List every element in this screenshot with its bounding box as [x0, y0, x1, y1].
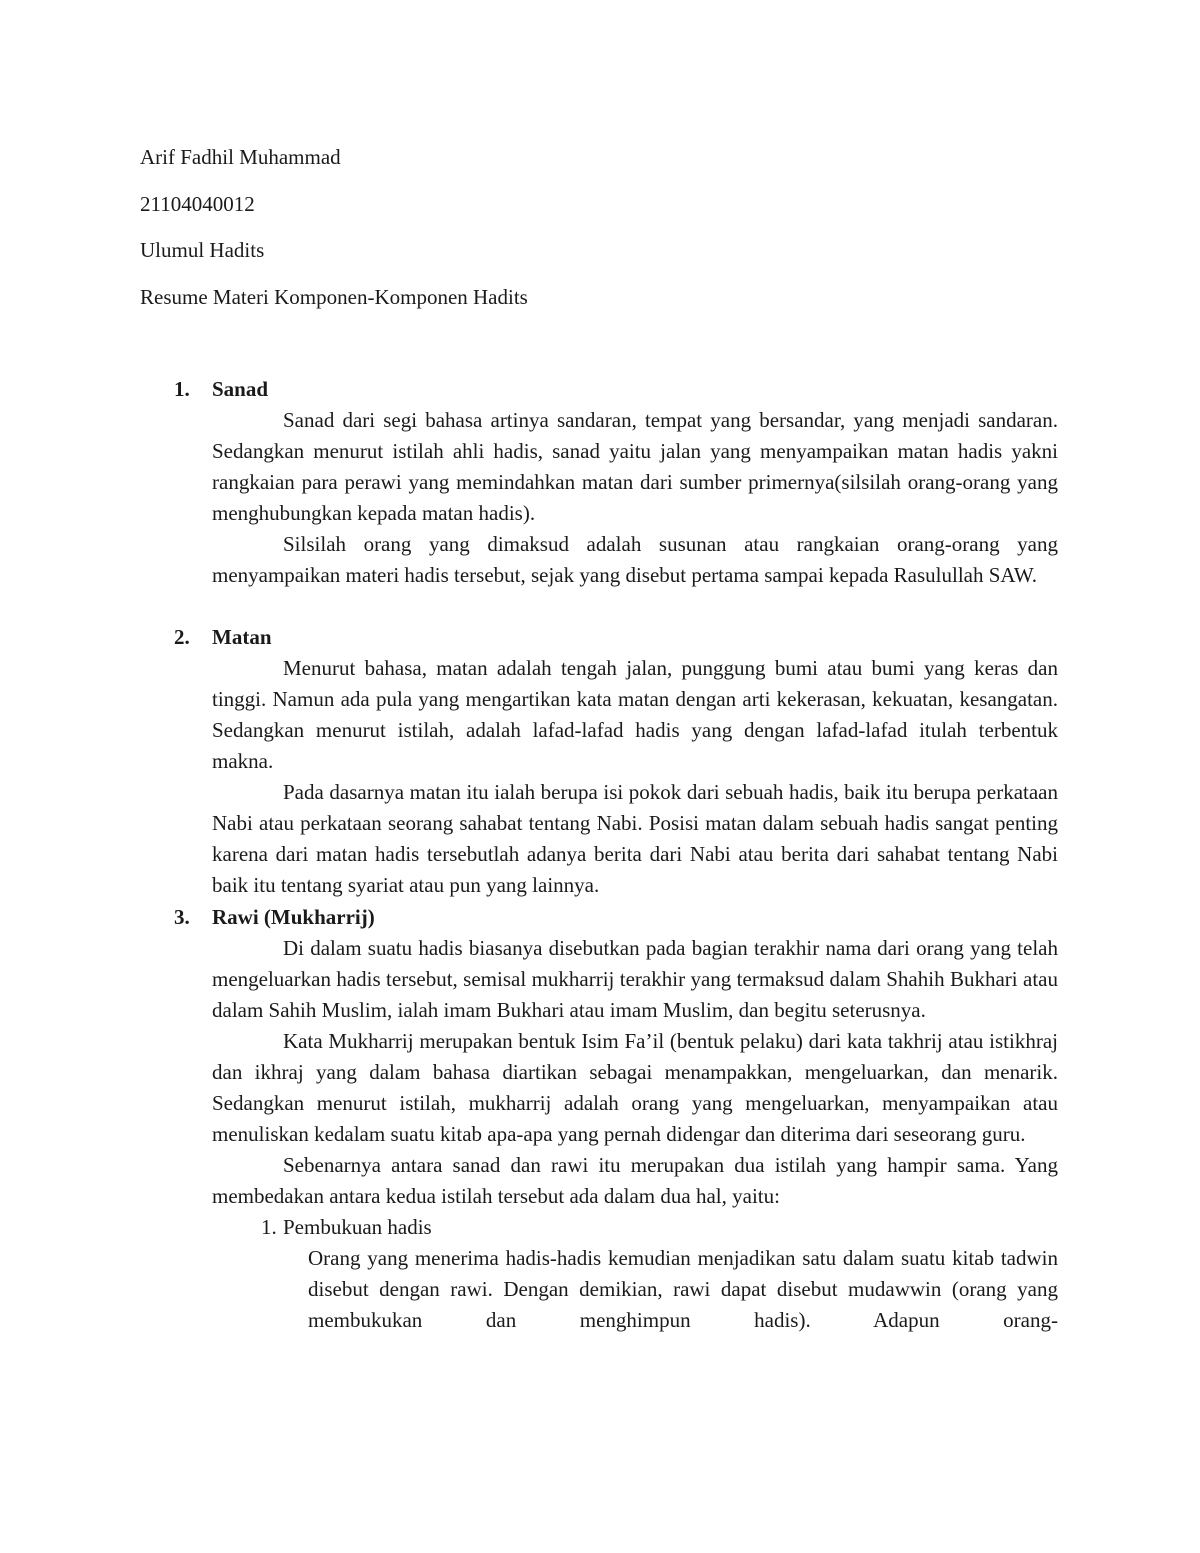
section-sanad: [174, 374, 1058, 591]
paragraph: Pada dasarnya matan itu ialah berupa isi pokok dari sebuah hadis, baik itu berupa perkataan Nabi atau perkataan seorang sahabat tentang Nabi. Posisi matan dalam sebuah hadis sangat penting karena dari matan hadis tersebutlah adanya berita dari Nabi atau berita dari sahabat tentang Nabi baik itu tentang syariat atau pun yang lainnya.: [212, 780, 1058, 897]
section-heading: Rawi (Mukharrij): [212, 905, 375, 929]
sub-item-body: Orang yang menerima hadis-hadis kemudian menjadikan satu dalam suatu kitab tadwin disebut dengan rawi. Dengan demikian, rawi dapat disebut mudawwin (orang yang membukukan dan menghimpun hadis). Adapun orang-: [308, 1246, 1058, 1332]
sub-item-title-text: Pembukuan hadis: [283, 1215, 432, 1239]
sub-item-title: [116, 1212, 1058, 1243]
paragraph: Sanad dari segi bahasa artinya sandaran, tempat yang bersandar, yang menjadi sandaran. Sedangkan menurut istilah ahli hadis, sanad yaitu jalan yang menyampaikan matan hadis yakni rangkaian para perawi yang memindahkan matan dari sumber primernya(silsilah orang-orang yang menghubungkan kepada matan hadis).: [212, 408, 1058, 525]
section-number: 3.: [174, 905, 190, 929]
paragraph: Di dalam suatu hadis biasanya disebutkan pada bagian terakhir nama dari orang yang telah mengeluarkan hadis tersebut, semisal mukharrij terakhir yang termaksud dalam Shahih Bukhari atau dalam Sahih Muslim, ialah imam Bukhari atau imam Muslim, dan begitu seterusnya.: [212, 936, 1058, 1022]
student-id: 21104040012: [140, 192, 255, 216]
section-number: 1.: [174, 377, 190, 401]
document-title: Resume Materi Komponen-Komponen Hadits: [140, 285, 528, 309]
paragraph: Kata Mukharrij merupakan bentuk Isim Fa’il (bentuk pelaku) dari kata takhrij atau istikhraj dan ikhraj yang dalam bahasa diartikan sebagai menampakkan, mengeluarkan, dan menarik. Sedangkan menurut istilah, mukharrij adalah orang yang mengeluarkan, menyampaikan atau menuliskan kedalam suatu kitab apa-apa yang pernah didengar dan diterima dari seseorang guru.: [212, 1029, 1058, 1146]
section-matan: [174, 622, 1058, 901]
section-rawi: [174, 902, 1058, 1336]
section-number: 2.: [174, 625, 190, 649]
section-heading: Sanad: [212, 377, 269, 401]
sub-item-number: 1.: [261, 1215, 277, 1239]
paragraph: Silsilah orang yang dimaksud adalah susunan atau rangkaian orang-orang yang menyampaikan materi hadis tersebut, sejak yang disebut pertama sampai kepada Rasulullah SAW.: [212, 532, 1058, 587]
course-name: Ulumul Hadits: [140, 238, 265, 262]
sub-list: [116, 1212, 1058, 1336]
paragraph: Sebenarnya antara sanad dan rawi itu merupakan dua istilah yang hampir sama. Yang membedakan antara kedua istilah tersebut ada dalam dua hal, yaitu:: [212, 1153, 1058, 1208]
section-heading: Matan: [212, 625, 272, 649]
paragraph: Menurut bahasa, matan adalah tengah jalan, punggung bumi atau bumi yang keras dan tinggi. Namun ada pula yang mengartikan kata matan dengan arti kekerasan, kekuatan, kesangatan. Sedangkan menurut istilah, adalah lafad-lafad hadis yang dengan lafad-lafad itulah terbentuk makna.: [212, 656, 1058, 773]
author-name: Arif Fadhil Muhammad: [140, 145, 341, 169]
